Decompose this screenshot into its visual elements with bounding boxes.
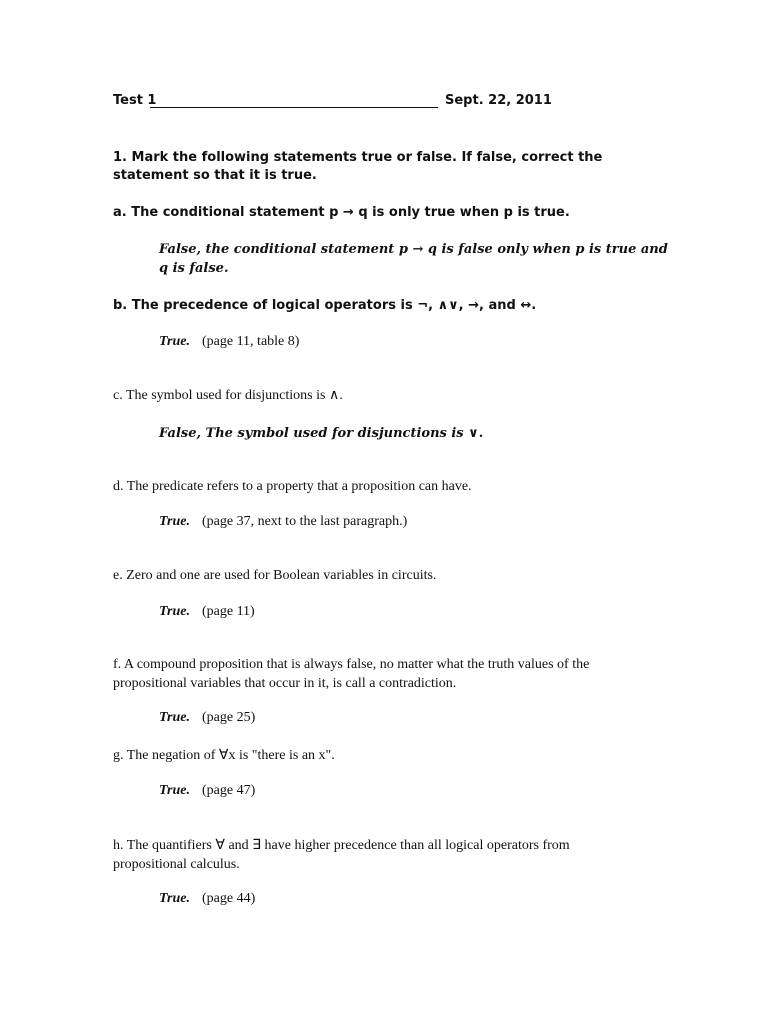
statement-f: f. A compound proposition that is always false, no matter what the truth values of the propositional variables that occur in it, is call a contradiction. [113,657,590,691]
verdict-e: True. [159,604,190,619]
answer-c: False, The symbol used for disjunctions is ∨. [159,426,484,441]
answer-b [159,332,669,351]
statement-g: g. The negation of ∀x is "there is an x". [113,748,335,763]
verdict-d: True. [159,514,190,529]
statement-c: c. The symbol used for disjunctions is ∧. [113,388,343,403]
statement-b: b. The precedence of logical operators is ¬, ∧∨, →, and ↔. [113,298,537,313]
reference-g: (page 47) [201,783,256,798]
verdict-h: True. [159,891,190,906]
statement-h: h. The quantifiers ∀ and ∃ have higher precedence than all logical operators from propositional calculus. [113,838,570,872]
statement-a: a. The conditional statement p → q is only true when p is true. [113,205,570,220]
answer-e [159,602,669,621]
name-blank-line [150,107,438,108]
reference-f: (page 25) [201,710,256,725]
verdict-g: True. [159,783,190,798]
statement-e: e. Zero and one are used for Boolean variables in circuits. [113,568,437,583]
answer-g [159,781,669,800]
reference-e: (page 11) [201,604,255,619]
reference-h: (page 44) [201,891,256,906]
answer-d [159,512,669,531]
reference-d: (page 37, next to the last paragraph.) [201,514,408,529]
answer-a: False, the conditional statement p → q is false only when p is true and q is false. [159,242,668,276]
answer-f [159,708,669,727]
test-title: Test 1 [113,93,157,108]
question-1-prompt: 1. Mark the following statements true or false. If false, correct the statement so that it is true. [113,150,603,183]
reference-b: (page 11, table 8) [201,334,300,349]
verdict-f: True. [159,710,190,725]
answer-h [159,889,669,908]
statement-d: d. The predicate refers to a property that a proposition can have. [113,479,472,494]
verdict-b: True. [159,334,190,349]
test-date: Sept. 22, 2011 [445,93,552,108]
